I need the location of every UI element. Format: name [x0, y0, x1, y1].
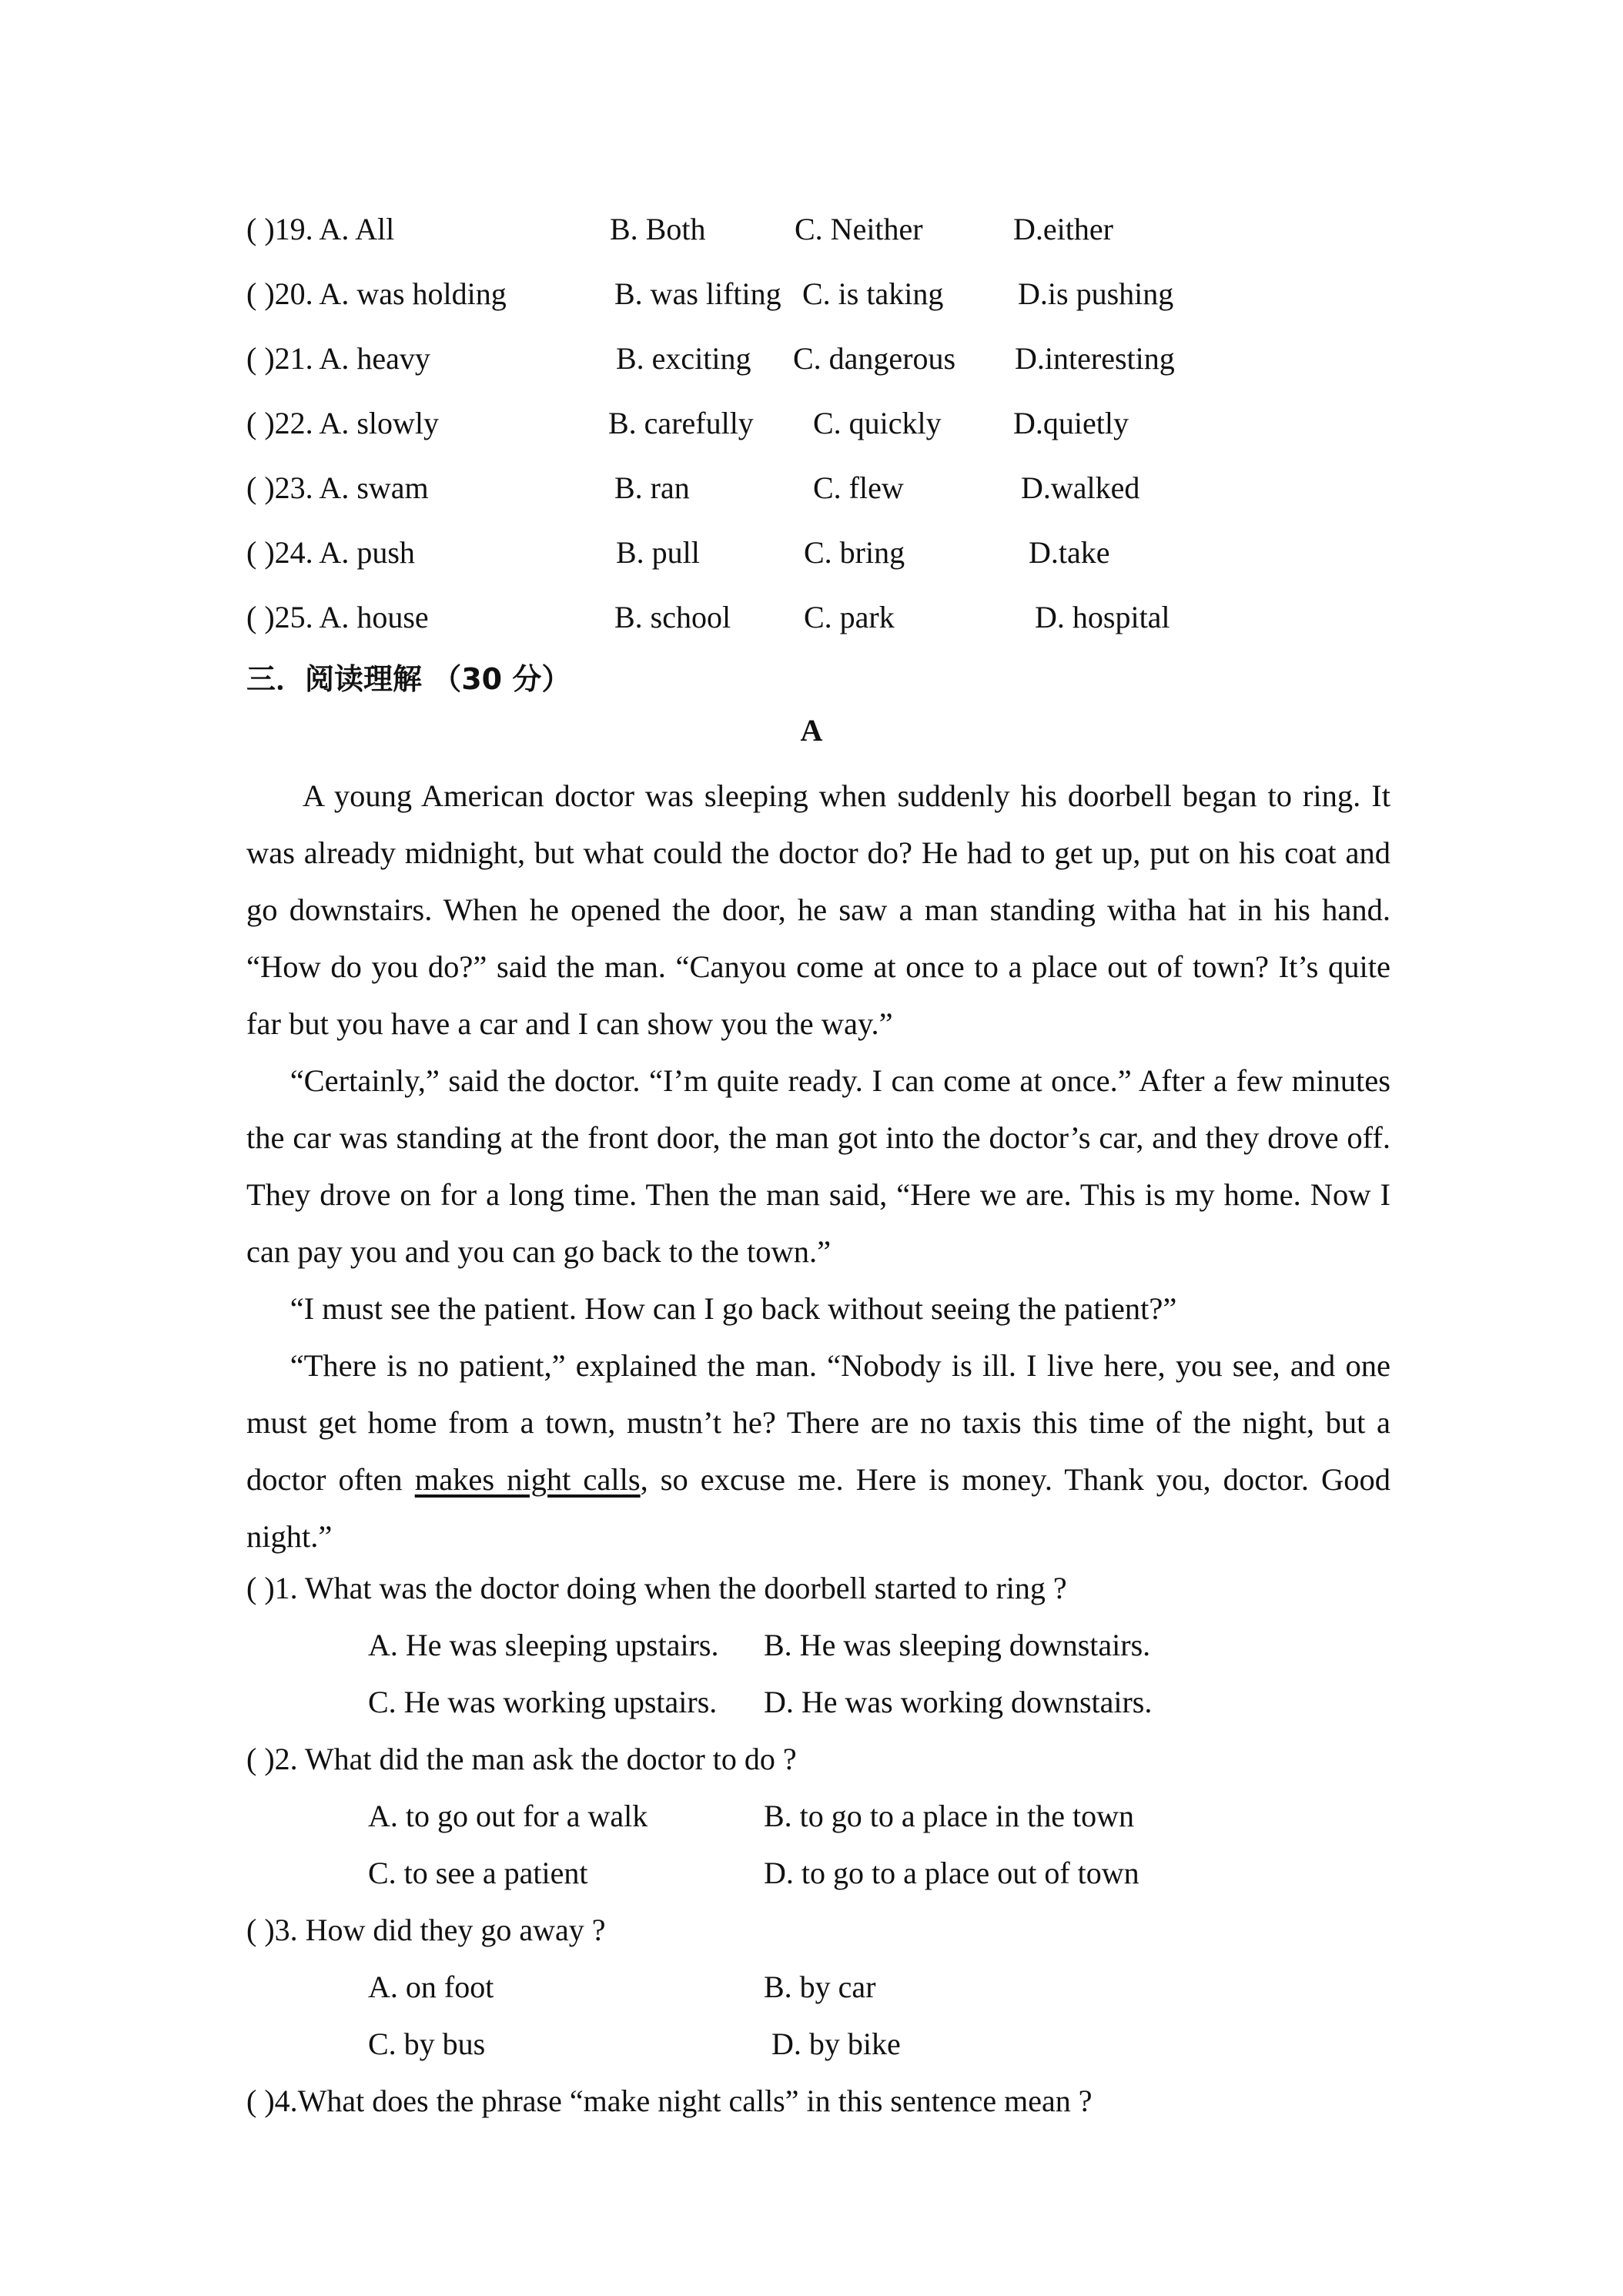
option-d: D.interesting	[1015, 341, 1175, 376]
option-c: C. bring	[804, 535, 905, 570]
option-c: C. is taking	[802, 276, 944, 311]
question-2-option-d: D. to go to a place out of town	[764, 1856, 1139, 1890]
question-4-stem: ( )4.What does the phrase “make night calls” in this sentence mean ?	[246, 2083, 1093, 2118]
option-d: D.is pushing	[1018, 276, 1174, 311]
cloze-stem: ( )22. A. slowly	[246, 406, 439, 440]
question-3-option-d: D. by bike	[771, 2027, 901, 2061]
section-title: 三．阅读理解 （30 分）	[246, 662, 571, 696]
option-b: B. ran	[614, 470, 690, 505]
option-c: C. quickly	[813, 406, 942, 440]
passage-paragraph	[246, 1337, 1390, 1565]
passage-heading: A	[800, 713, 823, 748]
option-b: B. was lifting	[614, 276, 781, 311]
question-1-option-b: B. He was sleeping downstairs.	[764, 1628, 1151, 1662]
question-1-option-d: D. He was working downstairs.	[764, 1685, 1153, 1719]
question-3-option-b: B. by car	[764, 1970, 876, 2004]
passage-paragraph: A young American doctor was sleeping when suddenly his doorbell began to ring. It was already midnight, but what could the doctor do? He had to get up, put on his coat and go downstairs. When he opened the door, he saw a man standing witha hat in his hand. “How do you do?” said the man. “Canyou come at once to a place out of town? It’s quite far but you have a car and I can show you the way.”	[246, 778, 1390, 1041]
question-3-stem: ( )3. How did they go away ?	[246, 1913, 606, 1947]
passage-text: “There is no patient,” explained the man. “Nobody is ill. I live here, you see, and one must get home from a town, mustn’t he? There are no taxis this time of the night, but a doctor often	[246, 1348, 1390, 1497]
cloze-stem: ( )25. A. house	[246, 600, 429, 634]
reading-passage	[246, 768, 1390, 1565]
question-2-option-c: C. to see a patient	[368, 1856, 588, 1890]
option-c: C. Neither	[795, 212, 923, 246]
cloze-stem: ( )21. A. heavy	[246, 341, 430, 376]
question-2-option-b: B. to go to a place in the town	[764, 1799, 1135, 1833]
option-d: D.quietly	[1013, 406, 1129, 440]
passage-paragraph: “I must see the patient. How can I go back without seeing the patient?”	[289, 1291, 1177, 1326]
option-d: D. hospital	[1035, 600, 1170, 634]
option-d: D.take	[1029, 535, 1110, 570]
question-1-stem: ( )1. What was the doctor doing when the doorbell started to ring ?	[246, 1571, 1067, 1605]
option-b: B. exciting	[616, 341, 751, 376]
option-b: B. pull	[616, 535, 700, 570]
question-3-option-a: A. on foot	[368, 1970, 494, 2004]
question-3-option-c: C. by bus	[368, 2027, 486, 2061]
passage-text: , so excuse me. Here is money. Thank you, doctor. Good night.”	[246, 1462, 1391, 1554]
passage-paragraph: “Certainly,” said the doctor. “I’m quite ready. I can come at once.” After a few minutes the car was standing at the front door, the man got into the doctor’s car, and they drove off. They drove on for a long time. Then the man said, “Here we are. This is my home. Now I can pay you and you can go back to the town.”	[246, 1063, 1390, 1269]
cloze-stem: ( )24. A. push	[246, 535, 415, 570]
option-b: B. school	[614, 600, 731, 634]
underlined-phrase: makes night calls	[414, 1462, 641, 1497]
cloze-stem: ( )20. A. was holding	[246, 276, 507, 311]
option-b: B. carefully	[608, 406, 754, 440]
question-1-option-a: A. He was sleeping upstairs.	[368, 1628, 719, 1662]
option-b: B. Both	[610, 212, 706, 246]
option-c: C. dangerous	[793, 341, 956, 376]
option-d: D.either	[1013, 212, 1113, 246]
cloze-stem: ( )23. A. swam	[246, 470, 429, 505]
option-d: D.walked	[1021, 470, 1140, 505]
cloze-stem: ( )19. A. All	[246, 212, 395, 246]
option-c: C. park	[804, 600, 895, 634]
question-2-option-a: A. to go out for a walk	[368, 1799, 648, 1833]
option-c: C. flew	[813, 470, 904, 505]
question-1-option-c: C. He was working upstairs.	[368, 1685, 718, 1719]
question-2-stem: ( )2. What did the man ask the doctor to do ?	[246, 1742, 797, 1776]
